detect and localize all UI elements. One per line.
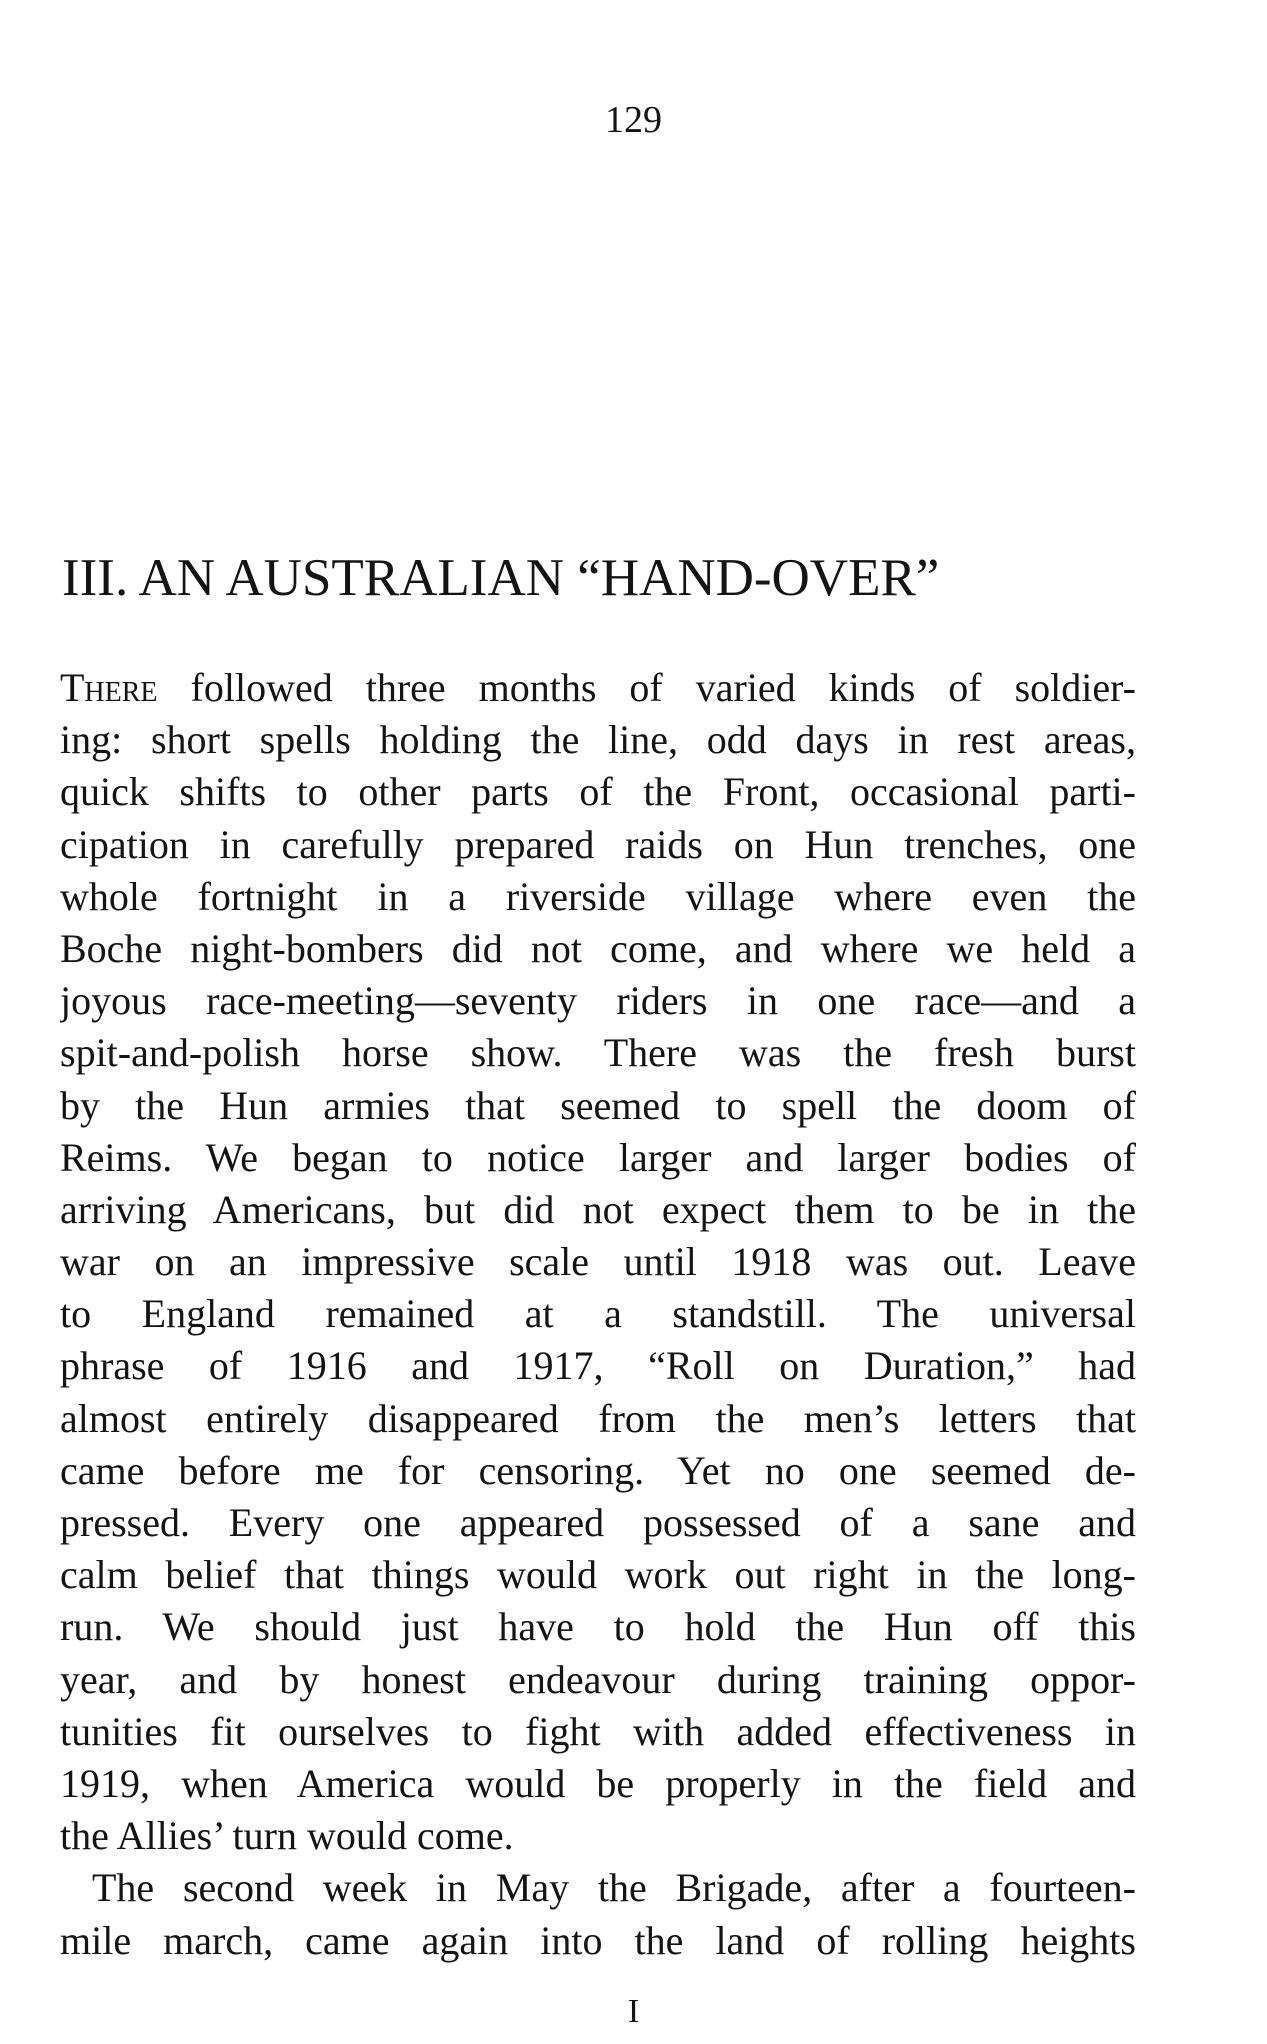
text-line: spit-and-polish horse show. There was the fresh burst (60, 1030, 1136, 1076)
text-line: quick shifts to other parts of the Front, occasional parti- (60, 769, 1136, 815)
text-line: year, and by honest endeavour during training oppor- (60, 1656, 1136, 1702)
text-line: joyous race-meeting—seventy riders in one race—and a (60, 978, 1136, 1024)
signature-mark: I (627, 1993, 640, 2030)
text-line: pressed. Every one appeared possessed of a sane and (60, 1500, 1136, 1545)
drop-word: There (60, 665, 158, 710)
text-line: 1919, when America would be properly in the field and (60, 1760, 1136, 1806)
text-line: whole fortnight in a riverside village where even the (60, 873, 1136, 919)
text-line: by the Hun armies that seemed to spell the doom of (60, 1082, 1136, 1128)
text-line: tunities fit ourselves to fight with added effectiveness in (60, 1708, 1136, 1754)
text-line: ing: short spells holding the line, odd days in rest areas, (60, 717, 1136, 763)
text-line: the Allies’ turn would come. (60, 1813, 514, 1859)
text-line: almost entirely disappeared from the men’s letters that (60, 1395, 1136, 1441)
paragraph-2 (60, 1862, 1136, 1966)
text-line: arriving Americans, but did not expect them to be in the (60, 1186, 1136, 1232)
text-line: came before me for censoring. Yet no one seemed de- (60, 1447, 1136, 1493)
text-line (60, 662, 1136, 714)
text-line: The second week in May the Brigade, after a fourteen- (92, 1865, 1136, 1911)
text-line: calm belief that things would work out right in the long- (60, 1552, 1136, 1598)
line-text: followed three months of varied kinds of soldier- (157, 665, 1136, 710)
text-line: phrase of 1916 and 1917, “Roll on Duration,” had (60, 1343, 1136, 1389)
text-line: Boche night-bombers did not come, and where we held a (60, 925, 1136, 971)
text-line: cipation in carefully prepared raids on Hun trenches, one (60, 821, 1136, 867)
text-line: to England remained at a standstill. The universal (60, 1291, 1136, 1337)
page-number: 129 (605, 99, 662, 141)
paragraph-1 (60, 662, 1136, 1862)
text-line: war on an impressive scale until 1918 was out. Leave (60, 1239, 1136, 1285)
chapter-title: III. AN AUSTRALIAN “HAND-OVER” (62, 549, 940, 607)
text-line: Reims. We began to notice larger and larger bodies of (60, 1134, 1136, 1180)
text-line: mile march, came again into the land of rolling heights (60, 1917, 1136, 1963)
body-text (60, 662, 1136, 1967)
text-line: run. We should just have to hold the Hun off this (60, 1604, 1136, 1650)
